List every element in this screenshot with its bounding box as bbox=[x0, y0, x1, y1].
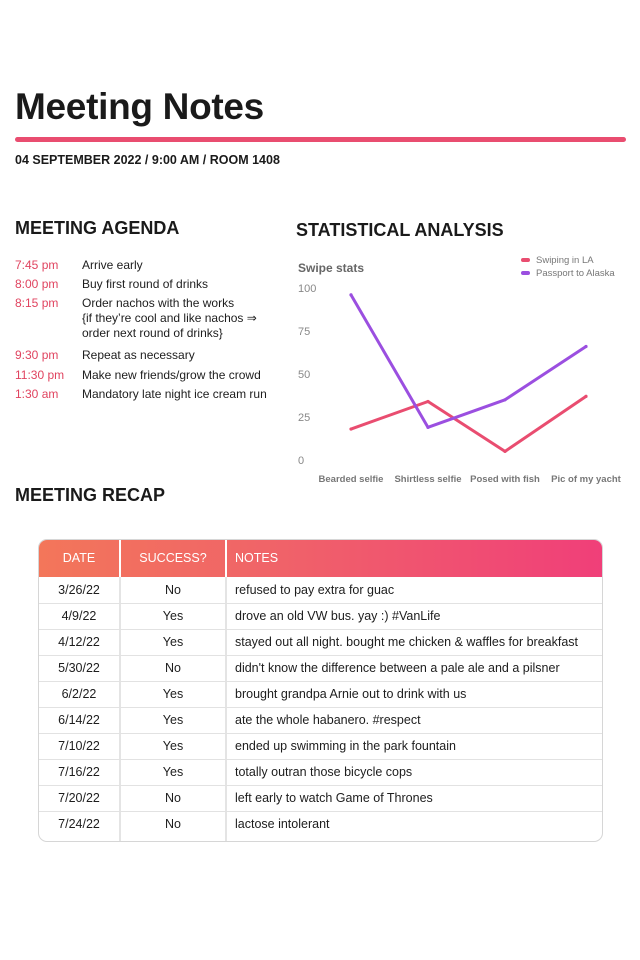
data-point bbox=[349, 427, 352, 430]
agenda-heading: MEETING AGENDA bbox=[15, 218, 180, 238]
agenda-time: 9:30 pm bbox=[15, 348, 59, 362]
recap-heading: MEETING RECAP bbox=[15, 485, 166, 505]
row-notes: didn't know the difference between a pale ale and a pilsner bbox=[235, 661, 560, 675]
y-tick-label: 25 bbox=[298, 412, 311, 424]
table-row bbox=[39, 733, 602, 760]
agenda-time: 8:00 pm bbox=[15, 277, 59, 291]
row-notes: left early to watch Game of Thrones bbox=[235, 791, 433, 805]
row-notes: refused to pay extra for guac bbox=[235, 583, 395, 597]
agenda-text: Arrive early bbox=[82, 258, 143, 272]
swipe-stats-chart bbox=[292, 250, 627, 490]
row-notes: brought grandpa Arnie out to drink with us bbox=[235, 687, 467, 701]
row-success: Yes bbox=[162, 609, 184, 623]
row-success: No bbox=[165, 817, 181, 831]
agenda-time: 1:30 am bbox=[15, 387, 59, 401]
agenda-text: Repeat as necessary bbox=[82, 348, 195, 362]
row-date: 4/12/22 bbox=[58, 635, 100, 649]
table-header bbox=[39, 540, 602, 577]
legend-swatch bbox=[521, 271, 530, 275]
series-line-swiping-in-la bbox=[351, 396, 586, 451]
x-tick-label: Bearded selfie bbox=[318, 474, 384, 485]
row-success: Yes bbox=[162, 687, 184, 701]
table-row bbox=[39, 603, 602, 630]
row-success: No bbox=[165, 791, 181, 805]
row-date: 7/20/22 bbox=[58, 791, 100, 805]
title-underline bbox=[15, 137, 626, 142]
legend-label: Swiping in LA bbox=[536, 255, 594, 266]
row-success: Yes bbox=[162, 739, 184, 753]
row-success: No bbox=[165, 661, 181, 675]
row-date: 7/24/22 bbox=[58, 817, 100, 831]
table-row bbox=[39, 577, 602, 604]
row-notes: ended up swimming in the park fountain bbox=[235, 739, 456, 753]
y-tick-label: 50 bbox=[298, 369, 311, 381]
chart-title: Swipe stats bbox=[298, 261, 365, 275]
agenda-time: 8:15 pm bbox=[15, 296, 59, 310]
row-notes: drove an old VW bus. yay :) #VanLife bbox=[235, 609, 441, 623]
row-notes: totally outran those bicycle cops bbox=[235, 765, 413, 779]
x-tick-label: Shirtless selfie bbox=[394, 474, 462, 485]
column-header-date: DATE bbox=[62, 551, 96, 565]
agenda-text: Order nachos with the works {if they’re cool and like nachos ⇒ order next round of drinks} bbox=[82, 296, 257, 340]
agenda-time: 7:45 pm bbox=[15, 258, 59, 272]
table-row bbox=[39, 759, 602, 786]
row-date: 7/16/22 bbox=[58, 765, 100, 779]
column-header-success: SUCCESS? bbox=[139, 551, 207, 565]
y-tick-label: 75 bbox=[298, 326, 311, 338]
page-title: Meeting Notes bbox=[15, 86, 264, 127]
table-row bbox=[39, 785, 602, 812]
series-line-passport-to-alaska bbox=[351, 295, 586, 427]
agenda-text: Make new friends/grow the crowd bbox=[82, 368, 261, 382]
legend-swatch bbox=[521, 258, 530, 262]
column-divider bbox=[119, 540, 121, 577]
row-date: 6/14/22 bbox=[58, 713, 100, 727]
row-success: Yes bbox=[162, 713, 184, 727]
table-row bbox=[39, 681, 602, 708]
data-point bbox=[584, 345, 587, 348]
x-tick-label: Pic of my yacht bbox=[551, 474, 621, 485]
statistical-analysis-heading: STATISTICAL ANALYSIS bbox=[296, 220, 504, 240]
legend-label: Passport to Alaska bbox=[536, 268, 615, 279]
data-point bbox=[503, 450, 506, 453]
row-success: No bbox=[165, 583, 181, 597]
chart-svg bbox=[292, 250, 627, 490]
table-row bbox=[39, 655, 602, 682]
agenda-time: 11:30 pm bbox=[15, 368, 65, 382]
row-notes: ate the whole habanero. #respect bbox=[235, 713, 421, 727]
recap-table bbox=[38, 539, 603, 842]
row-date: 5/30/22 bbox=[58, 661, 100, 675]
y-tick-label: 0 bbox=[298, 455, 305, 467]
table-row bbox=[39, 811, 602, 837]
row-date: 4/9/22 bbox=[61, 609, 97, 623]
data-point bbox=[503, 398, 506, 401]
y-tick-label: 100 bbox=[298, 283, 317, 295]
column-divider bbox=[225, 540, 227, 577]
agenda-text: Mandatory late night ice cream run bbox=[82, 387, 267, 401]
row-success: Yes bbox=[162, 635, 184, 649]
meeting-date-time-room: 04 SEPTEMBER 2022 / 9:00 AM / ROOM 1408 bbox=[15, 153, 280, 167]
data-point bbox=[426, 426, 429, 429]
row-date: 6/2/22 bbox=[61, 687, 97, 701]
data-point bbox=[584, 395, 587, 398]
row-date: 3/26/22 bbox=[58, 583, 100, 597]
table-row bbox=[39, 707, 602, 734]
data-point bbox=[426, 400, 429, 403]
row-notes: lactose intolerant bbox=[235, 817, 330, 831]
row-success: Yes bbox=[162, 765, 184, 779]
row-notes: stayed out all night. bought me chicken & waffles for breakfast bbox=[235, 635, 579, 649]
x-tick-label: Posed with fish bbox=[470, 474, 540, 485]
row-date: 7/10/22 bbox=[58, 739, 100, 753]
data-point bbox=[349, 293, 352, 296]
agenda-text: Buy first round of drinks bbox=[82, 277, 209, 291]
column-header-notes: NOTES bbox=[235, 551, 279, 565]
table-row bbox=[39, 629, 602, 656]
